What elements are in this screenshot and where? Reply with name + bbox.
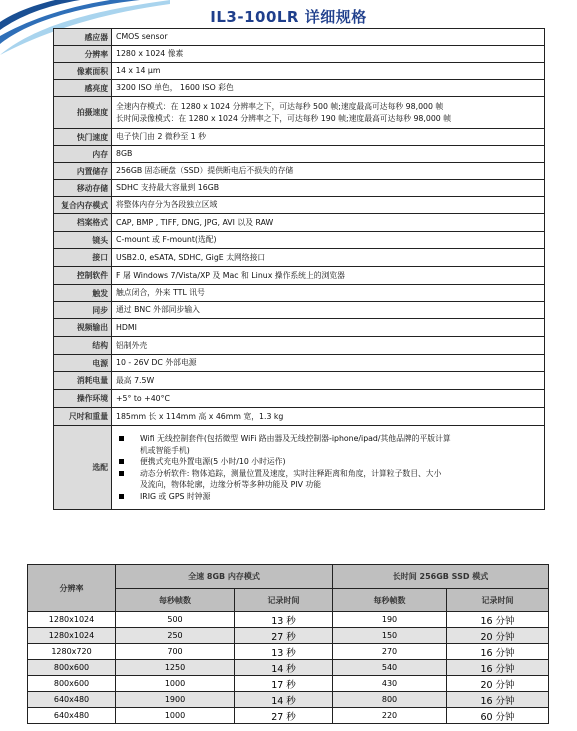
rate-fps-long-cell: 270	[333, 644, 447, 660]
spec-value	[112, 146, 545, 163]
options-item-line: Wifi 无线控制套件(包括微型 WiFi 路由器及无线控制器-iphone/ipad/其他品牌的平版计算	[140, 434, 451, 443]
spec-value-line: 3200 ISO 单色， 1600 ISO 彩色	[116, 83, 234, 92]
options-item	[116, 456, 540, 468]
spec-value-line: 全速内存模式：在 1280 x 1024 分辨率之下，可达每秒 500 帧;速度最高可达每秒 98,000 帧	[116, 101, 444, 111]
spec-row	[54, 63, 545, 80]
spec-value-line: HDMI	[116, 322, 137, 332]
spec-value-line: 将整体内存分为各段独立区域	[116, 200, 218, 209]
spec-value	[112, 232, 545, 249]
spec-row	[54, 146, 545, 163]
rate-fps-full-cell: 500	[116, 612, 235, 628]
full-speed-mode-header: 全速 8GB 内存模式	[116, 565, 333, 589]
page-title: IL3-100LR 详细规格	[210, 8, 367, 26]
rate-row	[28, 612, 549, 628]
rate-fps-long-cell: 190	[333, 612, 447, 628]
spec-value	[112, 46, 545, 63]
spec-label: 选配	[54, 426, 112, 510]
spec-value-line: 8GB	[116, 149, 133, 158]
spec-label: 触发	[54, 285, 112, 302]
record-time-header: 记录时间	[235, 589, 333, 612]
spec-label: 接口	[54, 249, 112, 267]
spec-row	[54, 97, 545, 129]
spec-label: 内置储存	[54, 163, 112, 180]
spec-value	[112, 390, 545, 408]
spec-row	[54, 408, 545, 426]
rate-time-long-cell: 20 分钟	[447, 676, 549, 692]
spec-value	[112, 408, 545, 426]
rate-time-full-cell: 27 秒	[235, 628, 333, 644]
options-item	[116, 433, 540, 456]
options-item	[116, 468, 540, 491]
options-item-line: IRIG 或 GPS 时钟源	[140, 491, 211, 501]
spec-row	[54, 80, 545, 97]
spec-row	[54, 319, 545, 337]
spec-label: 移动存储	[54, 180, 112, 197]
rate-resolution-cell: 800x600	[28, 660, 116, 676]
rate-time-long-cell: 16 分钟	[447, 692, 549, 708]
spec-value-line: 1280 x 1024 像素	[116, 49, 184, 58]
spec-value	[112, 302, 545, 319]
spec-value-line: 通过 BNC 外部同步输入	[116, 305, 200, 314]
spec-value-line: 最高 7.5W	[116, 375, 155, 385]
rate-time-full-cell: 14 秒	[235, 692, 333, 708]
fps-header: 每秒帧数	[116, 589, 235, 612]
rate-resolution-cell: 800x600	[28, 676, 116, 692]
spec-label: 结构	[54, 337, 112, 355]
rate-fps-long-cell: 150	[333, 628, 447, 644]
rate-fps-long-cell: 220	[333, 708, 447, 724]
spec-value-line: F 屠 Windows 7/Vista/XP 及 Mac 和 Linux 操作系统上的浏览器	[116, 270, 345, 280]
spec-value-line: CMOS sensor	[116, 32, 168, 41]
rate-row	[28, 708, 549, 724]
spec-value	[112, 267, 545, 285]
frame-rate-table	[27, 564, 549, 724]
rate-resolution-cell: 640x480	[28, 692, 116, 708]
spec-value-line: 14 x 14 μm	[116, 66, 161, 75]
spec-value-line: SDHC 支持最大容量到 16GB	[116, 183, 220, 192]
spec-value	[112, 163, 545, 180]
rate-fps-long-cell: 800	[333, 692, 447, 708]
record-time-header: 记录时间	[447, 589, 549, 612]
rate-time-long-cell: 16 分钟	[447, 612, 549, 628]
spec-row	[54, 372, 545, 390]
spec-value	[112, 337, 545, 355]
rate-resolution-cell: 1280x1024	[28, 612, 116, 628]
spec-row	[54, 302, 545, 319]
spec-label: 档案格式	[54, 214, 112, 232]
spec-label: 复合内存模式	[54, 197, 112, 214]
spec-value	[112, 214, 545, 232]
spec-row	[54, 390, 545, 408]
spec-row	[54, 355, 545, 372]
rate-row	[28, 628, 549, 644]
spec-value	[112, 80, 545, 97]
options-item	[116, 491, 540, 503]
spec-row	[54, 129, 545, 146]
spec-label: 拍摄速度	[54, 97, 112, 129]
spec-label: 快门速度	[54, 129, 112, 146]
options-item-line: 及流向，物体轮廓，边缘分析等多种功能及 PIV 功能	[140, 480, 322, 489]
rate-time-full-cell: 14 秒	[235, 660, 333, 676]
spec-value-line: 10 - 26V DC 外部电源	[116, 358, 197, 367]
spec-value	[112, 129, 545, 146]
spec-value	[112, 180, 545, 197]
rate-time-full-cell: 27 秒	[235, 708, 333, 724]
rate-fps-full-cell: 1000	[116, 676, 235, 692]
fps-header: 每秒帧数	[333, 589, 447, 612]
rate-time-long-cell: 16 分钟	[447, 644, 549, 660]
spec-label: 控制软件	[54, 267, 112, 285]
spec-value	[112, 355, 545, 372]
spec-label: 分辨率	[54, 46, 112, 63]
spec-label: 尺吋和重量	[54, 408, 112, 426]
spec-label: 电源	[54, 355, 112, 372]
spec-row	[54, 232, 545, 249]
spec-row	[54, 197, 545, 214]
options-value	[112, 426, 545, 510]
rate-fps-long-cell: 430	[333, 676, 447, 692]
spec-value-line: +5° to +40°C	[116, 393, 170, 403]
spec-value-line: C-mount 或 F-mount(选配)	[116, 235, 217, 244]
spec-row	[54, 249, 545, 267]
spec-value-line: USB2.0, eSATA, SDHC, GigE 太网络接口	[116, 252, 266, 262]
options-list	[116, 433, 540, 502]
spec-row	[54, 163, 545, 180]
spec-row	[54, 46, 545, 63]
spec-value	[112, 285, 545, 302]
spec-value-line: CAP, BMP , TIFF, DNG, JPG, AVI 以及 RAW	[116, 217, 274, 227]
spec-row	[54, 337, 545, 355]
rate-time-full-cell: 13 秒	[235, 644, 333, 660]
spec-label: 像素面积	[54, 63, 112, 80]
spec-value-line: 185mm 长 x 114mm 高 x 46mm 宽，1.3 kg	[116, 411, 284, 421]
resolution-header: 分辨率	[28, 565, 116, 612]
spec-label: 同步	[54, 302, 112, 319]
spec-row	[54, 180, 545, 197]
spec-value	[112, 29, 545, 46]
rate-fps-long-cell: 540	[333, 660, 447, 676]
options-item-line: 机或智能手机)	[140, 445, 190, 455]
rate-row	[28, 660, 549, 676]
spec-value	[112, 372, 545, 390]
spec-value	[112, 197, 545, 214]
rate-row	[28, 692, 549, 708]
spec-label: 感应器	[54, 29, 112, 46]
spec-row	[54, 285, 545, 302]
rate-fps-full-cell: 1250	[116, 660, 235, 676]
rate-fps-full-cell: 250	[116, 628, 235, 644]
spec-row	[54, 267, 545, 285]
spec-value-line: 256GB 固态硬盘（SSD）提供断电后不损失的存储	[116, 166, 294, 175]
spec-value-line: 电子快门由 2 微秒至 1 秒	[116, 132, 207, 141]
spec-row	[54, 214, 545, 232]
options-item-line: 便携式充电外置电源(5 小时/10 小时运作)	[140, 457, 286, 466]
spec-label: 视频输出	[54, 319, 112, 337]
spec-label: 操作环境	[54, 390, 112, 408]
spec-value-line: 触点闭合，外来 TTL 讯号	[116, 288, 205, 297]
rate-fps-full-cell: 1000	[116, 708, 235, 724]
spec-label: 消耗电量	[54, 372, 112, 390]
rate-row	[28, 644, 549, 660]
rate-fps-full-cell: 1900	[116, 692, 235, 708]
rate-resolution-cell: 640x480	[28, 708, 116, 724]
spec-row	[54, 29, 545, 46]
spec-label: 感亮度	[54, 80, 112, 97]
rate-time-full-cell: 17 秒	[235, 676, 333, 692]
spec-value	[112, 97, 545, 129]
options-item-line: 动态分析软件: 物体追踪，测量位置及速度，实时注释距离和角度，计算粒子数目、大小	[140, 468, 442, 478]
spec-value	[112, 63, 545, 80]
spec-value	[112, 319, 545, 337]
rate-fps-full-cell: 700	[116, 644, 235, 660]
rate-time-full-cell: 13 秒	[235, 612, 333, 628]
rate-time-long-cell: 60 分钟	[447, 708, 549, 724]
spec-label: 内存	[54, 146, 112, 163]
spec-value-line: 铝制外壳	[116, 340, 148, 350]
spec-row-options	[54, 426, 545, 510]
rate-resolution-cell: 1280x720	[28, 644, 116, 660]
long-record-mode-header: 长时间 256GB SSD 模式	[333, 565, 549, 589]
rate-row	[28, 676, 549, 692]
spec-value-line: 长时间录像模式：在 1280 x 1024 分辨率之下，可达每秒 190 帧;速度最高可达每秒 98,000 帧	[116, 113, 452, 123]
rate-resolution-cell: 1280x1024	[28, 628, 116, 644]
spec-label: 镜头	[54, 232, 112, 249]
rate-time-long-cell: 20 分钟	[447, 628, 549, 644]
rate-time-long-cell: 16 分钟	[447, 660, 549, 676]
spec-value	[112, 249, 545, 267]
spec-table	[53, 28, 545, 510]
